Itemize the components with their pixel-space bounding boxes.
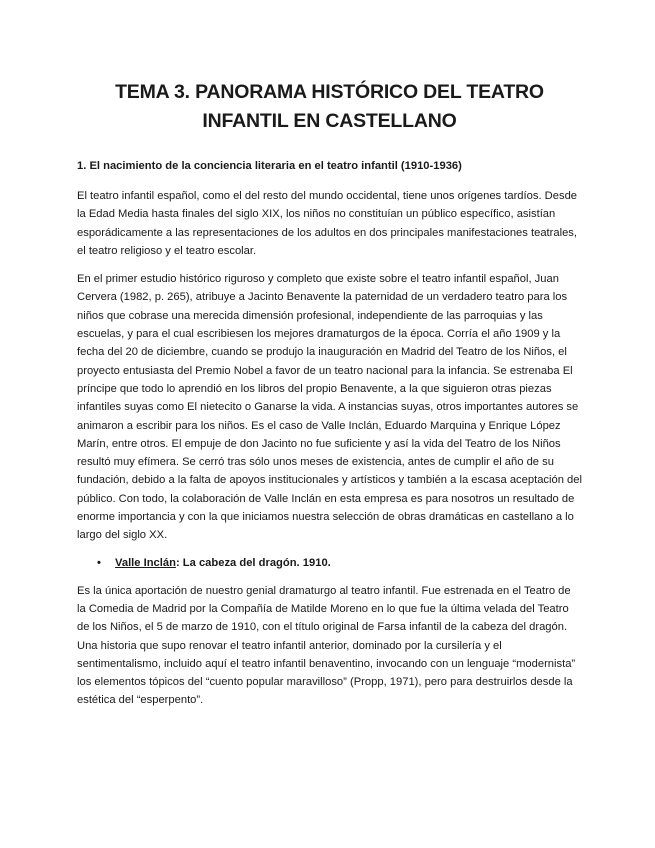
paragraph-intro: El teatro infantil español, como el del resto del mundo occidental, tiene unos orígenes tardíos. Desde la Edad Media hasta finales del siglo XIX, los niños no constituían un público específico, asistían esporádicamente a las representaciones de los adultos en dos principales manifestaciones teatrales, el teatro religioso y el teatro escolar. (77, 190, 578, 257)
document-title: TEMA 3. PANORAMA HISTÓRICO DEL TEATRO INFANTIL EN CASTELLANO (115, 81, 544, 132)
bullet-item-valle-inclan (77, 554, 582, 572)
bullet-marker: • (97, 556, 101, 569)
bullet-list (77, 554, 582, 572)
paragraph-cabeza-del-dragon: Es la única aportación de nuestro genial dramaturgo al teatro infantil. Fue estrenada en el Teatro de la Comedia de Madrid por la Compañía de Matilde Moreno en lo que fue la última velada del Teatro de los Niños, el 5 de marzo de 1910, con el título original de Farsa infantil de la cabeza del dragón. Una historia que supo renovar el teatro infantil anterior, dominado por la cursilería y el sentimentalismo, incluido aquí el teatro infantil benaventino, invocando con un lenguaje “modernista” los elementos tópicos del “cuento popular maravilloso” (Propp, 1971), pero para destruirlos desde la estética del “esperpento”. (77, 584, 576, 707)
section-heading: 1. El nacimiento de la conciencia literaria en el teatro infantil (1910-1936) (77, 160, 462, 172)
paragraph-benavente: En el primer estudio histórico riguroso y completo que existe sobre el teatro infantil español, Juan Cervera (1982, p. 265), atribuye a Jacinto Benavente la paternidad de un verdadero teatro para los niños que cobrase una merecida dimensión profesional, independiente de las parroquias y las escuelas, y para el cual escribiesen los mejores dramaturgos de la época. Corría el año 1909 y la fecha del 20 de diciembre, cuando se produjo la inauguración en Madrid del Teatro de los Niños, el proyecto entusiasta del Premio Nobel a favor de un teatro nacional para la infancia. Se estrenaba El príncipe que todo lo aprendió en los libros del propio Benavente, a la que siguieron otras piezas infantiles suyas como El nietecito o Ganarse la vida. A instancias suyas, otros importantes autores se animaron a escribir para los niños. Es el caso de Valle Inclán, Eduardo Marquina y Enrique López Marín, entre otros. El empuje de don Jacinto no fue suficiente y así la vida del Teatro de los Niños resultó muy efímera. Se cerró tras sólo unos meses de existencia, antes de cumplir el año de su fundación, debido a la falta de apoyos institucionales y artísticos y también a la escasa aceptación del público. Con todo, la colaboración de Valle Inclán en esta empresa es para nosotros un resultado de enorme importancia y con la que iniciamos nuestra selección de obras dramáticas en castellano a lo largo del siglo XX. (77, 273, 582, 542)
bullet-work-title: : La cabeza del dragón. 1910. (175, 556, 331, 569)
document-page (77, 0, 582, 710)
bullet-author: Valle Inclán (115, 556, 176, 569)
